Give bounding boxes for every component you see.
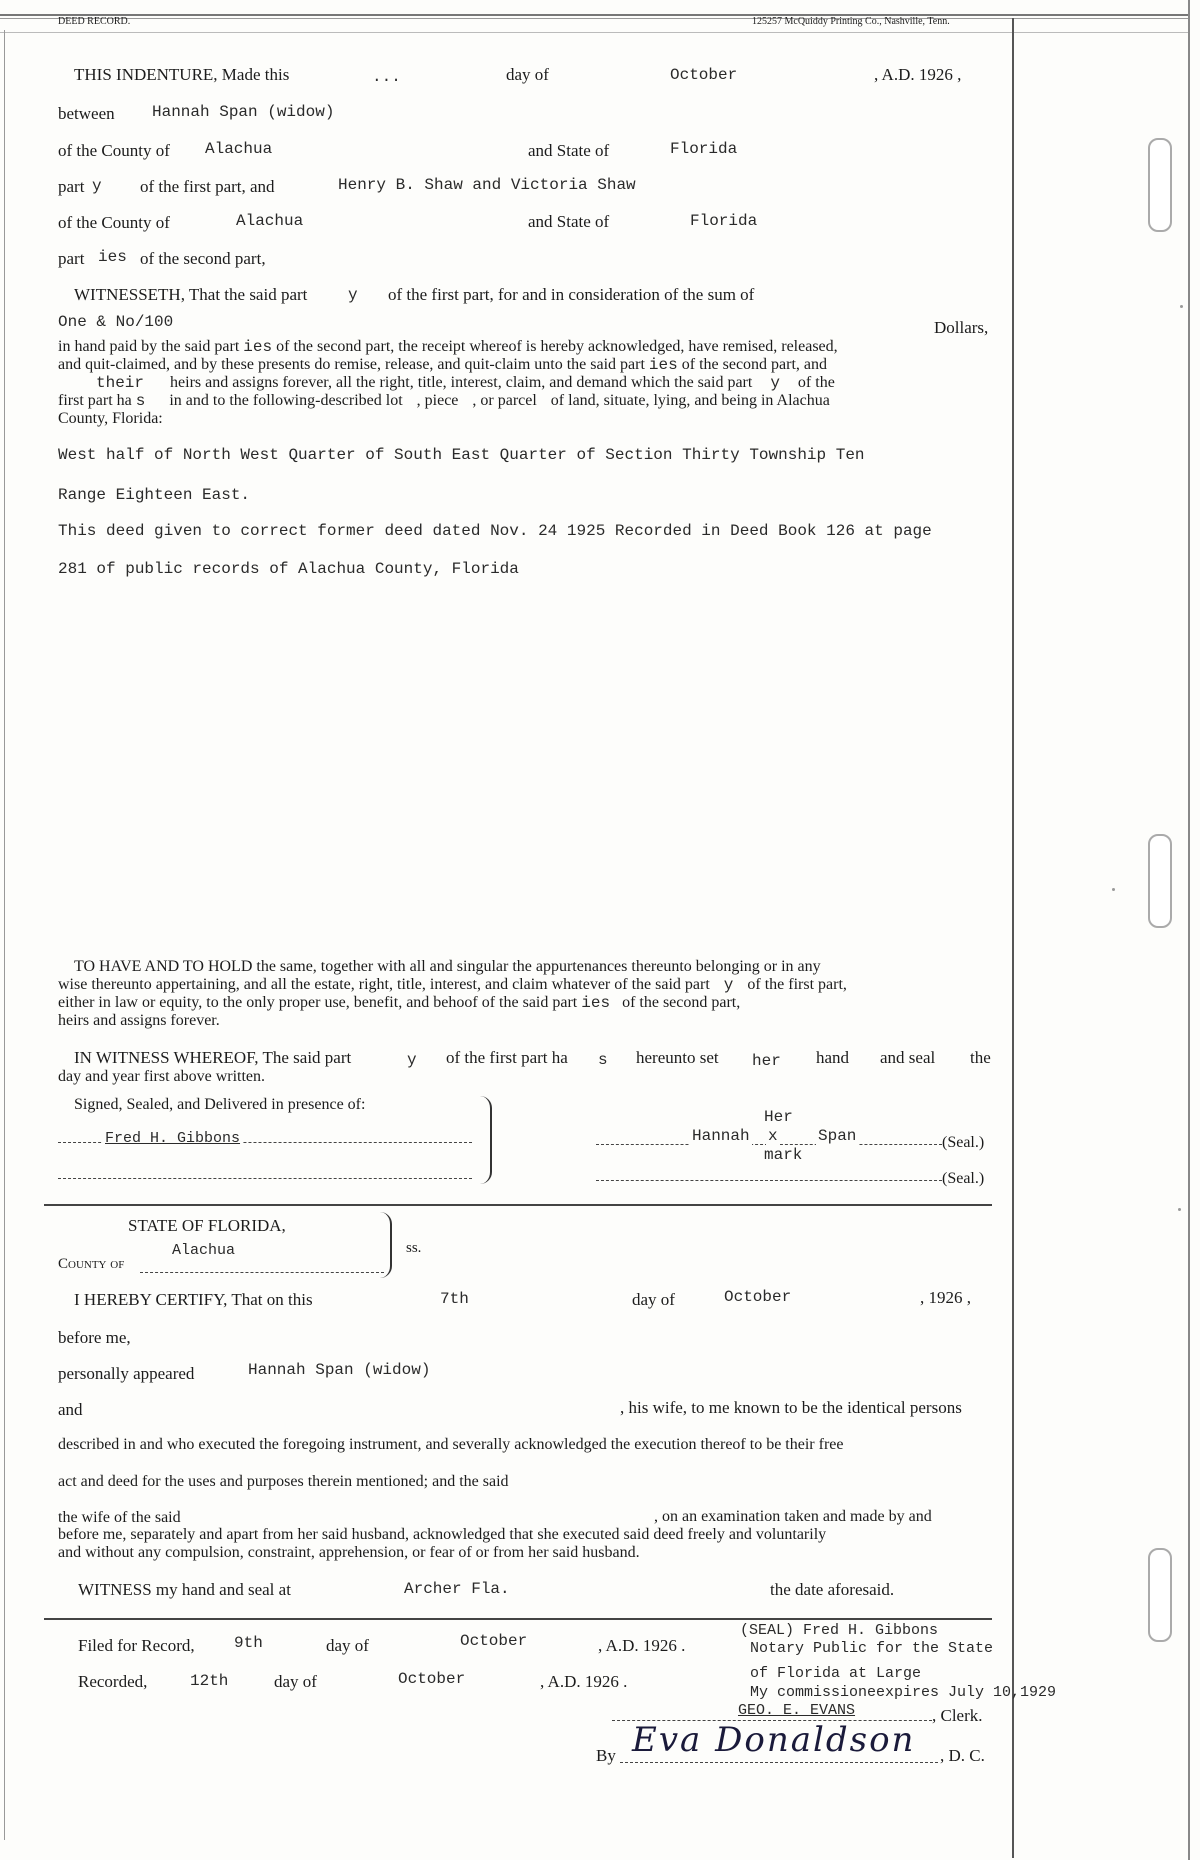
- by-label: By: [596, 1746, 616, 1765]
- speck: [1112, 888, 1115, 891]
- body-line-3-a: heirs and assigns forever, all the right, title, interest, claim, and demand which the said part: [170, 374, 753, 391]
- body-line-2-a: and quit-claimed, and by these presents do remise, release, and quit-claim unto the said part: [58, 356, 645, 373]
- recorded-day-of: day of: [274, 1672, 317, 1691]
- body-line-4-c: , piece: [416, 392, 459, 409]
- ack-place: Archer Fla.: [404, 1580, 510, 1598]
- ack-and: and: [58, 1400, 83, 1419]
- ack-date-aforesaid: the date aforesaid.: [770, 1580, 895, 1599]
- witness-signer: Fred H. Gibbons: [105, 1130, 241, 1147]
- ack-ss: ss.: [406, 1240, 422, 1256]
- ack-month: October: [724, 1288, 792, 1306]
- state-2: Florida: [690, 212, 758, 230]
- body-line-4-d: , or parcel: [472, 392, 537, 409]
- filed-day: 9th: [234, 1634, 263, 1652]
- body-line-3-b: of the: [797, 374, 835, 391]
- ack-line-without: and without any compulsion, constraint, apprehension, or fear of or from her said husband.: [58, 1544, 640, 1561]
- filed-year: , A.D. 1926 .: [598, 1636, 686, 1655]
- seal-label-1: (Seal.): [942, 1134, 985, 1151]
- section-divider: [44, 1204, 992, 1206]
- signed-sealed-label: Signed, Sealed, and Delivered in presence of:: [74, 1096, 366, 1113]
- body-line-1-b: of the second part, the receipt whereof is hereby acknowledged, have remised, released,: [276, 338, 838, 355]
- signature-brace: [478, 1096, 492, 1184]
- ack-year: , 1926 ,: [920, 1288, 971, 1307]
- habendum-line-3-suffix: ies: [581, 994, 611, 1012]
- filing-divider: [44, 1618, 992, 1620]
- second-party-name: Henry B. Shaw and Victoria Shaw: [338, 176, 636, 194]
- ack-county: Alachua: [172, 1242, 236, 1259]
- indenture-year: , A.D. 1926 ,: [874, 65, 962, 84]
- party-suffix-1: y: [92, 177, 102, 195]
- binder-hole-middle: [1148, 834, 1172, 928]
- mark-her: Her: [764, 1108, 793, 1126]
- body-line-3-their: their: [96, 374, 145, 392]
- body-line-4-a: first part ha: [58, 392, 132, 409]
- ack-county-line: [140, 1272, 384, 1273]
- witness-whereof-her: her: [752, 1052, 781, 1070]
- witness-whereof-b: of the first part ha: [446, 1048, 568, 1067]
- recorded-year: , A.D. 1926 .: [540, 1672, 628, 1691]
- habendum-line-3-a: either in law or equity, to the only proper use, benefit, and behoof of the said part: [58, 994, 578, 1011]
- indenture-day-of: day of: [506, 65, 549, 84]
- ack-county-label: County of: [58, 1256, 125, 1272]
- left-margin-rule: [4, 30, 5, 1840]
- header-rule: [0, 0, 1190, 16]
- ack-day: 7th: [440, 1290, 469, 1308]
- ack-certify: I HEREBY CERTIFY, That on this: [74, 1290, 313, 1309]
- witness-whereof-line-2: day and year first above written.: [58, 1068, 266, 1085]
- filed-month: October: [460, 1632, 528, 1650]
- body-line-3-suffix: y: [770, 374, 780, 392]
- witness-line-2: [58, 1178, 472, 1179]
- speck: [1180, 305, 1183, 308]
- description-line-4: 281 of public records of Alachua County, Florida: [58, 560, 519, 578]
- ack-witness-hand: WITNESS my hand and seal at: [78, 1580, 291, 1599]
- binder-hole-bottom: [1148, 1548, 1172, 1642]
- witness-whereof-hand: hand: [816, 1048, 850, 1067]
- indenture-month: October: [670, 66, 738, 84]
- recorded-label: Recorded,: [78, 1672, 148, 1691]
- description-line-2: Range Eighteen East.: [58, 486, 251, 504]
- party-suffix-2: ies: [98, 248, 127, 266]
- header-left-label: DEED RECORD.: [58, 16, 131, 27]
- filed-day-of: day of: [326, 1636, 369, 1655]
- ack-line-wife-b: , on an examination taken and made by and: [654, 1508, 932, 1525]
- header-right-label: 125257 McQuiddy Printing Co., Nashville, Tenn.: [752, 16, 950, 27]
- body-line-1-suffix: ies: [243, 338, 273, 356]
- notary-line-4: My commissioneexpires July 10,1929: [750, 1684, 1057, 1701]
- ack-state: STATE OF FLORIDA,: [128, 1216, 286, 1235]
- clerk-label: , Clerk.: [932, 1706, 983, 1725]
- state-1: Florida: [670, 140, 738, 158]
- witness-whereof-c: hereunto set: [636, 1048, 719, 1067]
- witness-whereof-seal: and seal: [880, 1048, 936, 1067]
- first-part-and: of the first part, and: [140, 177, 275, 196]
- notary-line-3: of Florida at Large: [750, 1665, 922, 1682]
- witness-whereof-suffix-2: s: [598, 1051, 608, 1069]
- body-line-2-b: of the second part, and: [681, 356, 828, 373]
- ack-line-wife-a: the wife of the said: [58, 1509, 181, 1526]
- ack-before-me: before me,: [58, 1328, 131, 1347]
- body-line-2-suffix: ies: [648, 356, 678, 374]
- body-line-3: [58, 374, 835, 392]
- description-line-3: This deed given to correct former deed dated Nov. 24 1925 Recorded in Deed Book 126 at page: [58, 522, 932, 540]
- mark-x: x: [768, 1127, 778, 1145]
- deputy-line: [620, 1762, 938, 1763]
- ack-day-of: day of: [632, 1290, 675, 1309]
- witness-whereof-a: IN WITNESS WHEREOF, The said part: [74, 1048, 352, 1067]
- second-part-label: of the second part,: [140, 249, 266, 268]
- seal-label-2: (Seal.): [942, 1170, 985, 1187]
- mark-name-b: Span: [818, 1127, 857, 1145]
- body-line-1-a: in hand paid by the said part: [58, 338, 240, 355]
- dollars-label: Dollars,: [934, 318, 989, 337]
- mark-word: mark: [764, 1146, 803, 1164]
- body-line-4-b: in and to the following-described lot: [169, 392, 403, 409]
- body-line-4-suffix: s: [135, 392, 146, 410]
- habendum-line-2: [58, 976, 847, 994]
- dc-label: , D. C.: [940, 1746, 985, 1765]
- notary-line-1: (SEAL) Fred H. Gibbons: [740, 1622, 939, 1639]
- indenture-day: ...: [372, 68, 401, 86]
- witnesseth-suffix: y: [348, 286, 358, 304]
- first-party-name: Hannah Span (widow): [152, 103, 335, 121]
- party-prefix-2: part: [58, 249, 85, 268]
- mark-name-a: Hannah: [692, 1127, 750, 1145]
- witness-whereof-the: the: [970, 1048, 991, 1067]
- clerk-name: GEO. E. EVANS: [738, 1702, 856, 1719]
- body-line-4-e: of land, situate, lying, and being in Alachua: [550, 392, 830, 409]
- filed-label: Filed for Record,: [78, 1636, 195, 1655]
- habendum-line-4: heirs and assigns forever.: [58, 1012, 220, 1029]
- county-2: Alachua: [236, 212, 304, 230]
- speck: [1178, 1208, 1181, 1211]
- county-1: Alachua: [205, 140, 273, 158]
- party-prefix-1: part: [58, 177, 85, 196]
- body-line-5: County, Florida:: [58, 410, 163, 427]
- habendum-line-3-b: of the second part,: [622, 994, 741, 1011]
- witness-whereof-suffix: y: [407, 1051, 417, 1069]
- description-line-1: West half of North West Quarter of South East Quarter of Section Thirty Township Ten: [58, 446, 865, 464]
- state-label-1: and State of: [528, 141, 610, 160]
- habendum-line-3: [58, 994, 740, 1012]
- ack-line-act: act and deed for the uses and purposes therein mentioned; and the said: [58, 1473, 509, 1490]
- county-label-2: of the County of: [58, 213, 170, 232]
- body-line-4: [58, 392, 830, 410]
- venue-brace: [378, 1212, 392, 1278]
- habendum-line-2-suffix: y: [723, 976, 734, 994]
- body-line-2: [58, 356, 827, 374]
- ack-appeared-name: Hannah Span (widow): [248, 1361, 431, 1379]
- between-label: between: [58, 104, 115, 123]
- ack-line-described: described in and who executed the foregoing instrument, and severally acknowledged the execution thereof to be their free: [58, 1436, 844, 1453]
- ack-his-wife: , his wife, to me known to be the identical persons: [620, 1398, 962, 1417]
- notary-line-2: Notary Public for the State: [750, 1640, 994, 1657]
- binder-hole-top: [1148, 138, 1172, 232]
- habendum-line-1: TO HAVE AND TO HOLD the same, together with all and singular the appurtenances thereunto belonging or in any: [74, 958, 821, 975]
- habendum-line-2-a: wise thereunto appertaining, and all the estate, right, title, interest, and claim whatever of the said part: [58, 976, 710, 993]
- body-line-1: [58, 338, 838, 356]
- county-label-1: of the County of: [58, 141, 170, 160]
- page-edge-rule: [1188, 0, 1190, 1860]
- grantor-sign-line-2: [596, 1180, 942, 1181]
- recorded-month: October: [398, 1670, 466, 1688]
- habendum-line-2-b: of the first part,: [747, 976, 847, 993]
- witnesseth-b: of the first part, for and in consideration of the sum of: [388, 285, 755, 304]
- indenture-lead: THIS INDENTURE, Made this: [74, 65, 290, 84]
- recorded-day: 12th: [190, 1672, 229, 1690]
- consideration-sum: One & No/100: [58, 313, 174, 331]
- state-label-2: and State of: [528, 212, 610, 231]
- ack-personally: personally appeared: [58, 1364, 195, 1383]
- ack-line-before: before me, separately and apart from her said husband, acknowledged that she executed said deed freely and voluntarily: [58, 1526, 827, 1543]
- right-margin-rule: [1012, 18, 1014, 1858]
- deputy-clerk-signature: Eva Donaldson: [632, 1720, 916, 1760]
- witnesseth-a: WITNESSETH, That the said part: [74, 285, 308, 304]
